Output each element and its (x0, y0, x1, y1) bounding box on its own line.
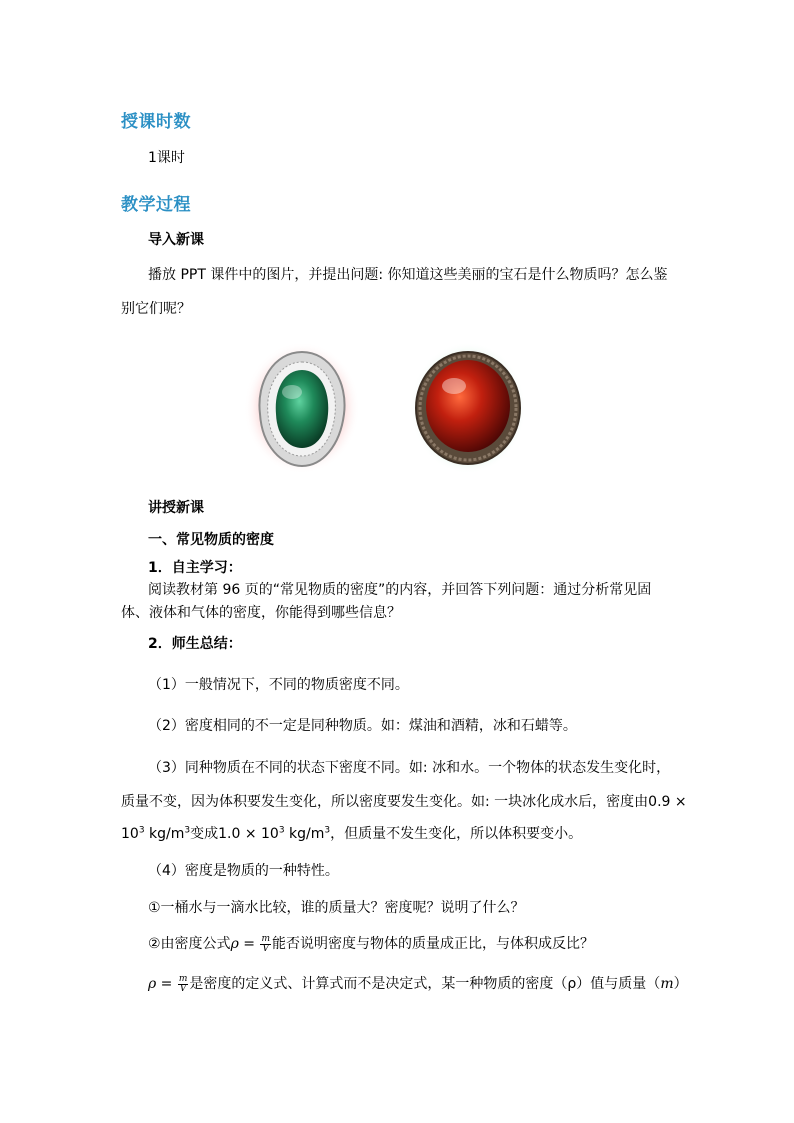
q2-prefix: ②由密度公式 (148, 936, 231, 952)
question-1: ①一桶水与一滴水比较，谁的质量大？密度呢？说明了什么？ (148, 900, 525, 916)
point-2: （2）密度相同的不一定是同种物质。如：煤油和酒精，冰和石蜡等。 (148, 718, 577, 734)
question-2 (148, 934, 594, 954)
definition-line (148, 974, 688, 994)
self-study-heading: 1．自主学习： (148, 560, 242, 576)
garnet-gem-image (410, 342, 526, 474)
def-fraction (178, 975, 189, 994)
point-3-line3 (121, 824, 582, 844)
point-3-value-b: 变成1.0 × 10 (190, 826, 279, 842)
fraction-denominator: V (262, 943, 269, 954)
def-close: ） (673, 976, 688, 992)
intro-text-line2: 别它们呢？ (121, 301, 191, 317)
def-rho: ρ = (148, 976, 177, 992)
point-3-sup3: 3 (278, 825, 285, 836)
lesson-hours-value: 1课时 (148, 150, 185, 166)
lesson-hours-heading: 授课时数 (121, 112, 191, 132)
intro-text-line1: 播放 PPT 课件中的图片，并提出问题: 你知道这些美丽的宝石是什么物质吗？怎么鉴 (148, 267, 668, 283)
summary-heading: 2．师生总结： (148, 636, 242, 652)
def-fraction-denominator: V (179, 983, 187, 994)
point-3-sup1: 3 (138, 825, 145, 836)
emerald-gem-image (244, 342, 360, 474)
common-density-heading: 一、常见物质的密度 (148, 532, 274, 548)
point-3-sup4: 3 (324, 825, 331, 836)
self-study-line2: 体、液体和气体的密度，你能得到哪些信息？ (121, 605, 401, 621)
point-3-sup2: 3 (184, 825, 191, 836)
def-m: m (660, 976, 674, 992)
point-3-line2: 质量不变，因为体积要发生变化，所以密度要发生变化。如: 一块冰化成水后，密度由0.9 × (121, 794, 687, 810)
point-3-line1: （3）同种物质在不同的状态下密度不同。如: 冰和水。一个物体的状态发生变化时， (148, 760, 671, 776)
density-fraction (260, 935, 271, 954)
q2-suffix: 能否说明密度与物体的质量成正比，与体积成反比？ (271, 936, 594, 952)
intro-heading: 导入新课 (148, 232, 204, 248)
def-fraction-numerator: m (178, 973, 188, 984)
self-study-line1: 阅读教材第 96 页的“常见物质的密度”的内容，并回答下列问题：通过分析常见固 (148, 582, 652, 598)
def-suffix: 是密度的定义式、计算式而不是决定式，某一种物质的密度（ρ）值与质量（ (189, 976, 661, 992)
point-3-unit-2: kg/m (284, 826, 325, 842)
fraction-numerator: m (261, 933, 270, 944)
new-lesson-heading: 讲授新课 (148, 500, 204, 516)
point-3-tail: ，但质量不发生变化，所以体积要变小。 (330, 826, 583, 842)
q2-rho: ρ = (230, 936, 260, 952)
point-3-unit-1: kg/m (144, 826, 185, 842)
point-1: （1）一般情况下，不同的物质密度不同。 (148, 677, 409, 693)
point-3-value-a: 10 (121, 826, 139, 842)
teaching-process-heading: 教学过程 (121, 195, 191, 215)
point-4: （4）密度是物质的一种特性。 (148, 863, 339, 879)
